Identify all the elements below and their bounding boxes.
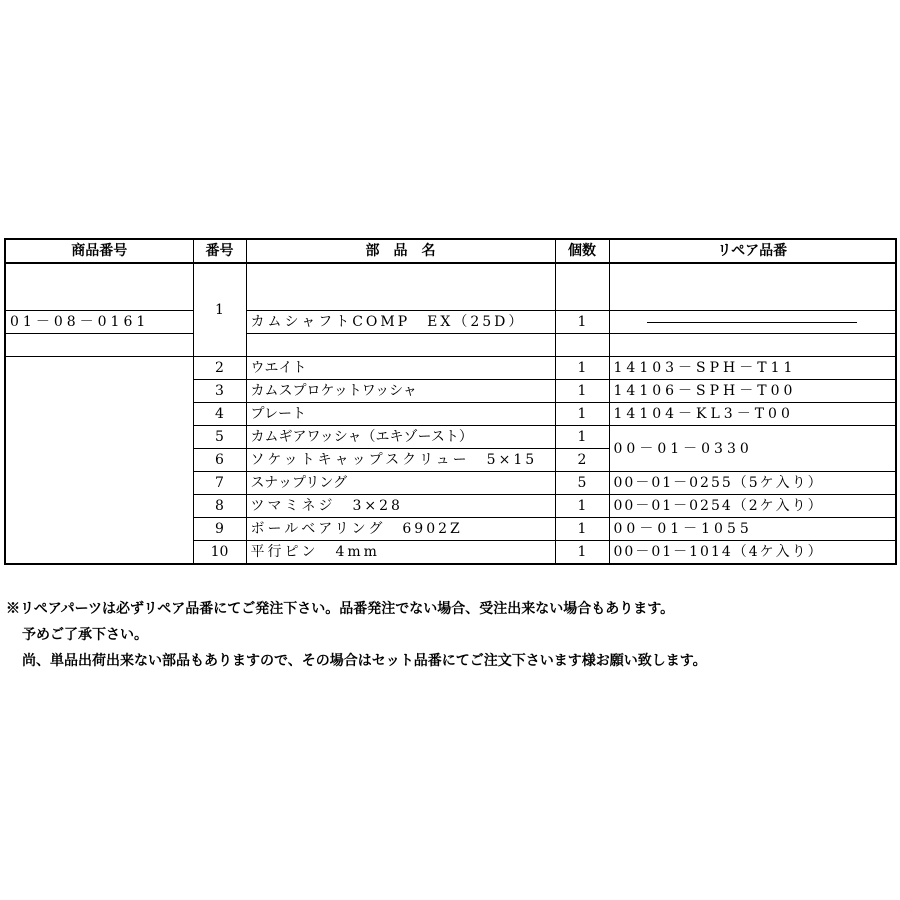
- row-no: 5: [193, 426, 246, 449]
- row-no: 9: [193, 518, 246, 541]
- repair-no: 00－01－0330: [609, 426, 896, 472]
- row-no: 2: [193, 357, 246, 380]
- part-qty: 1: [555, 541, 609, 565]
- part-name: ツマミネジ 3×28: [246, 495, 555, 518]
- row-no: 3: [193, 380, 246, 403]
- name-spacer-top: [246, 263, 555, 311]
- header-product-no: 商品番号: [5, 239, 193, 263]
- repair-spacer-top: [609, 263, 896, 311]
- repair-no: 00－01－1014（4ケ入り）: [609, 541, 896, 565]
- header-qty: 個数: [555, 239, 609, 263]
- part-qty: 1: [555, 403, 609, 426]
- table-row: [5, 334, 896, 357]
- part-name: プレート: [246, 403, 555, 426]
- header-part-name: 部 品 名: [246, 239, 555, 263]
- repair-no: 14104－KL3－T00: [609, 403, 896, 426]
- repair-no-none: [609, 311, 896, 334]
- row-no: 1: [193, 263, 246, 357]
- repair-no: 14103－SPH－T11: [609, 357, 896, 380]
- qty-spacer-top: [555, 263, 609, 311]
- row-no: 6: [193, 449, 246, 472]
- part-qty: 1: [555, 311, 609, 334]
- part-qty: 1: [555, 380, 609, 403]
- part-name: ウエイト: [246, 357, 555, 380]
- part-name: カムシャフトCOMP EX（25D）: [246, 311, 555, 334]
- repair-no: 00－01－0254（2ケ入り）: [609, 495, 896, 518]
- part-qty: 1: [555, 495, 609, 518]
- part-name: カムギアワッシャ（エキゾースト）: [246, 426, 555, 449]
- product-spacer-bottom: [5, 334, 193, 357]
- row-no: 4: [193, 403, 246, 426]
- qty-spacer-bottom: [555, 334, 609, 357]
- part-name: スナップリング: [246, 472, 555, 495]
- table-row: [5, 311, 896, 334]
- repair-no: 14106－SPH－T00: [609, 380, 896, 403]
- row-no: 8: [193, 495, 246, 518]
- name-spacer-bottom: [246, 334, 555, 357]
- header-no: 番号: [193, 239, 246, 263]
- part-name: ソケットキャップスクリュー 5×15: [246, 449, 555, 472]
- product-spacer-top: [5, 263, 193, 311]
- product-code: 01－08－0161: [5, 311, 193, 334]
- header-repair-no: リペア品番: [609, 239, 896, 263]
- part-qty: 1: [555, 518, 609, 541]
- note-line: 尚、単品出荷出来ない部品もありますので、その場合はセット品番にてご注文下さいます様お願い致します。: [22, 653, 707, 669]
- part-qty: 5: [555, 472, 609, 495]
- note-line: ※リペアパーツは必ずリペア品番にてご発注下さい。品番発注でない場合、受注出来ない場合もあります。: [6, 601, 675, 617]
- row-no: 10: [193, 541, 246, 565]
- repair-spacer-bottom: [609, 334, 896, 357]
- product-blank: [5, 357, 193, 565]
- part-qty: 1: [555, 426, 609, 449]
- table-row: [5, 263, 896, 311]
- dash-line: [647, 322, 857, 323]
- order-notes: [6, 596, 707, 674]
- note-line: 予めご了承下さい。: [22, 627, 148, 643]
- parts-table: [4, 238, 897, 565]
- part-name: 平行ピン 4mm: [246, 541, 555, 565]
- table-header-row: [5, 239, 896, 263]
- part-qty: 1: [555, 357, 609, 380]
- part-qty: 2: [555, 449, 609, 472]
- part-name: カムスプロケットワッシャ: [246, 380, 555, 403]
- repair-no: 00－01－1055: [609, 518, 896, 541]
- repair-no: 00－01－0255（5ケ入り）: [609, 472, 896, 495]
- row-no: 7: [193, 472, 246, 495]
- table-row: [5, 357, 896, 380]
- part-name: ボールベアリング 6902Z: [246, 518, 555, 541]
